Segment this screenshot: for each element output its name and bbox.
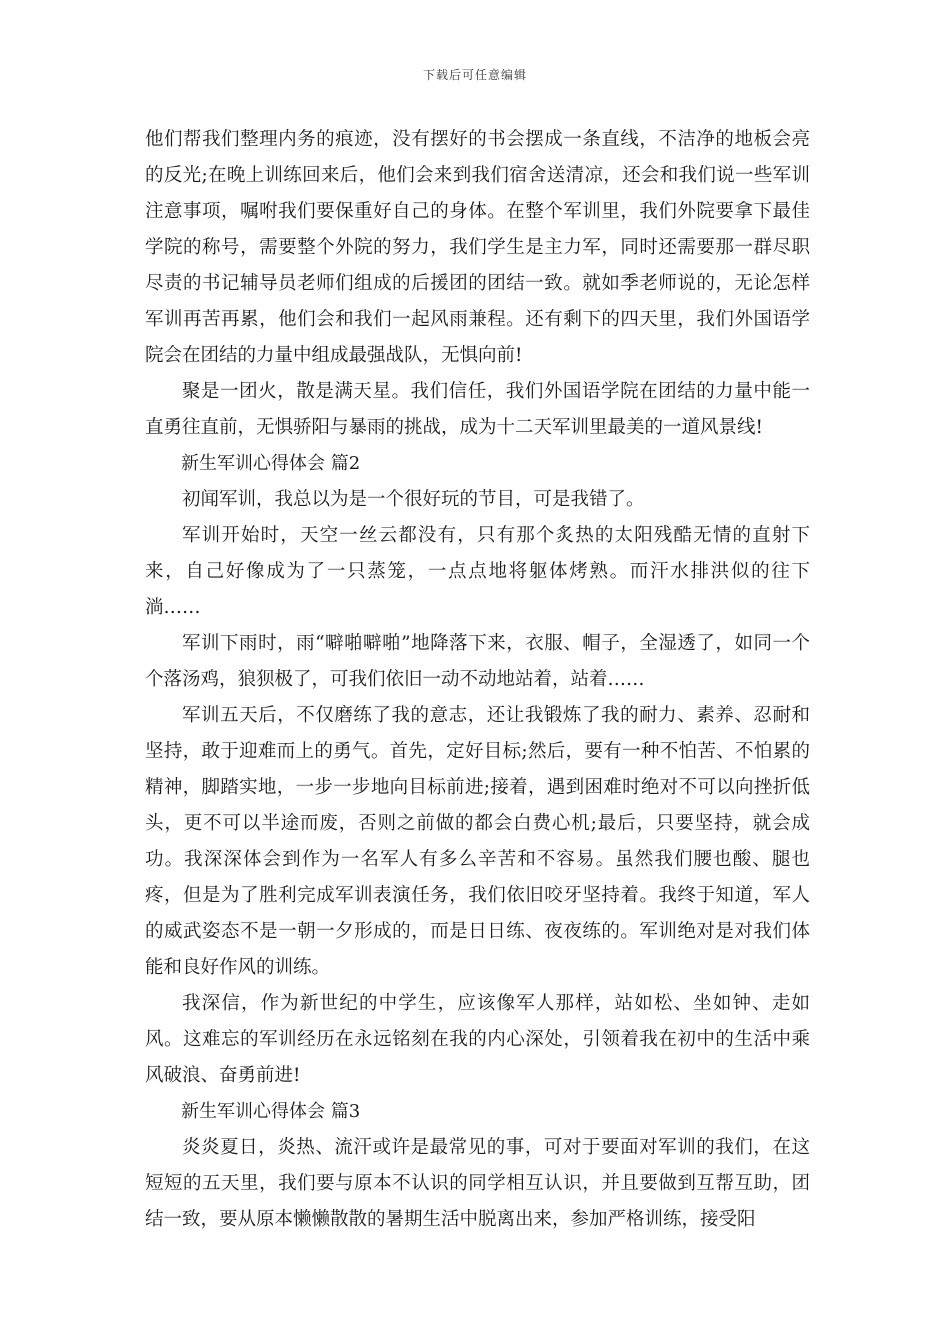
section-heading-2: 新生军训心得体会 篇2 — [181, 453, 361, 474]
header-note: 下载后可任意编辑 — [422, 68, 527, 82]
paragraph-2: 聚是一团火，散是满天星。我们信任，我们外国语学院在团结的力量中能一直勇往直前，无惧骄阳与暴雨的挑战，成为十二天军训里最美的一道风景线! — [145, 381, 810, 438]
paragraph-4: 军训开始时，天空一丝云都没有，只有那个炙热的太阳残酷无情的直射下来，自己好像成为了一只蒸笼，一点点地将躯体烤熟。而汗水排洪似的往下淌…… — [145, 525, 810, 618]
paragraph-6: 军训五天后，不仅磨练了我的意志，还让我锻炼了我的耐力、素养、忍耐和坚持，敢于迎难而上的勇气。首先，定好目标;然后，要有一种不怕苦、不怕累的精神，脚踏实地，一步一步地向目标前进;接着，遇到困难时绝对不可以向挫折低头，更不可以半途而废，否则之前做的都会白费心机;最后，只要坚持，就会成功。我深深体会到作为一名军人有多么辛苦和不容易。虽然我们腰也酸、腿也疼，但是为了胜利完成军训表演任务，我们依旧咬牙坚持着。我终于知道，军人的威武姿态不是一朝一夕形成的，而是日日练、夜夜练的。军训绝对是对我们体能和良好作风的训练。 — [145, 705, 810, 978]
paragraph-3: 初闻军训，我总以为是一个很好玩的节目，可是我错了。 — [182, 489, 645, 510]
paragraph-5: 军训下雨时，雨“噼啪噼啪”地降落下来，衣服、帽子，全湿透了，如同一个个落汤鸡，狼狈极了，可我们依旧一动不动地站着，站着…… — [145, 633, 810, 690]
paragraph-8: 炎炎夏日，炎热、流汗或许是最常见的事，可对于要面对军训的我们，在这短短的五天里，我们要与原本不认识的同学相互认识，并且要做到互帮互助，团结一致，要从原本懒懒散散的暑期生活中脱离出来，参加严格训练，接受阳 — [145, 1137, 810, 1230]
paragraph-1: 他们帮我们整理内务的痕迹，没有摆好的书会摆成一条直线，不洁净的地板会亮的反光;在晚上训练回来后，他们会来到我们宿舍送清凉，还会和我们说一些军训注意事项，嘱咐我们要保重好自己的身体。在整个军训里，我们外院要拿下最佳学院的称号，需要整个外院的努力，我们学生是主力军，同时还需要那一群尽职尽责的书记辅导员老师们组成的后援团的团结一致。就如季老师说的，无论怎样军训再苦再累，他们会和我们一起风雨兼程。还有剩下的四天里，我们外国语学院会在团结的力量中组成最强战队，无惧向前! — [145, 129, 810, 366]
document-body — [145, 122, 810, 1238]
section-heading-3: 新生军训心得体会 篇3 — [181, 1101, 361, 1122]
paragraph-7: 我深信，作为新世纪的中学生，应该像军人那样，站如松、坐如钟、走如风。这难忘的军训经历在永远铭刻在我的内心深处，引领着我在初中的生活中乘风破浪、奋勇前进! — [145, 993, 810, 1086]
